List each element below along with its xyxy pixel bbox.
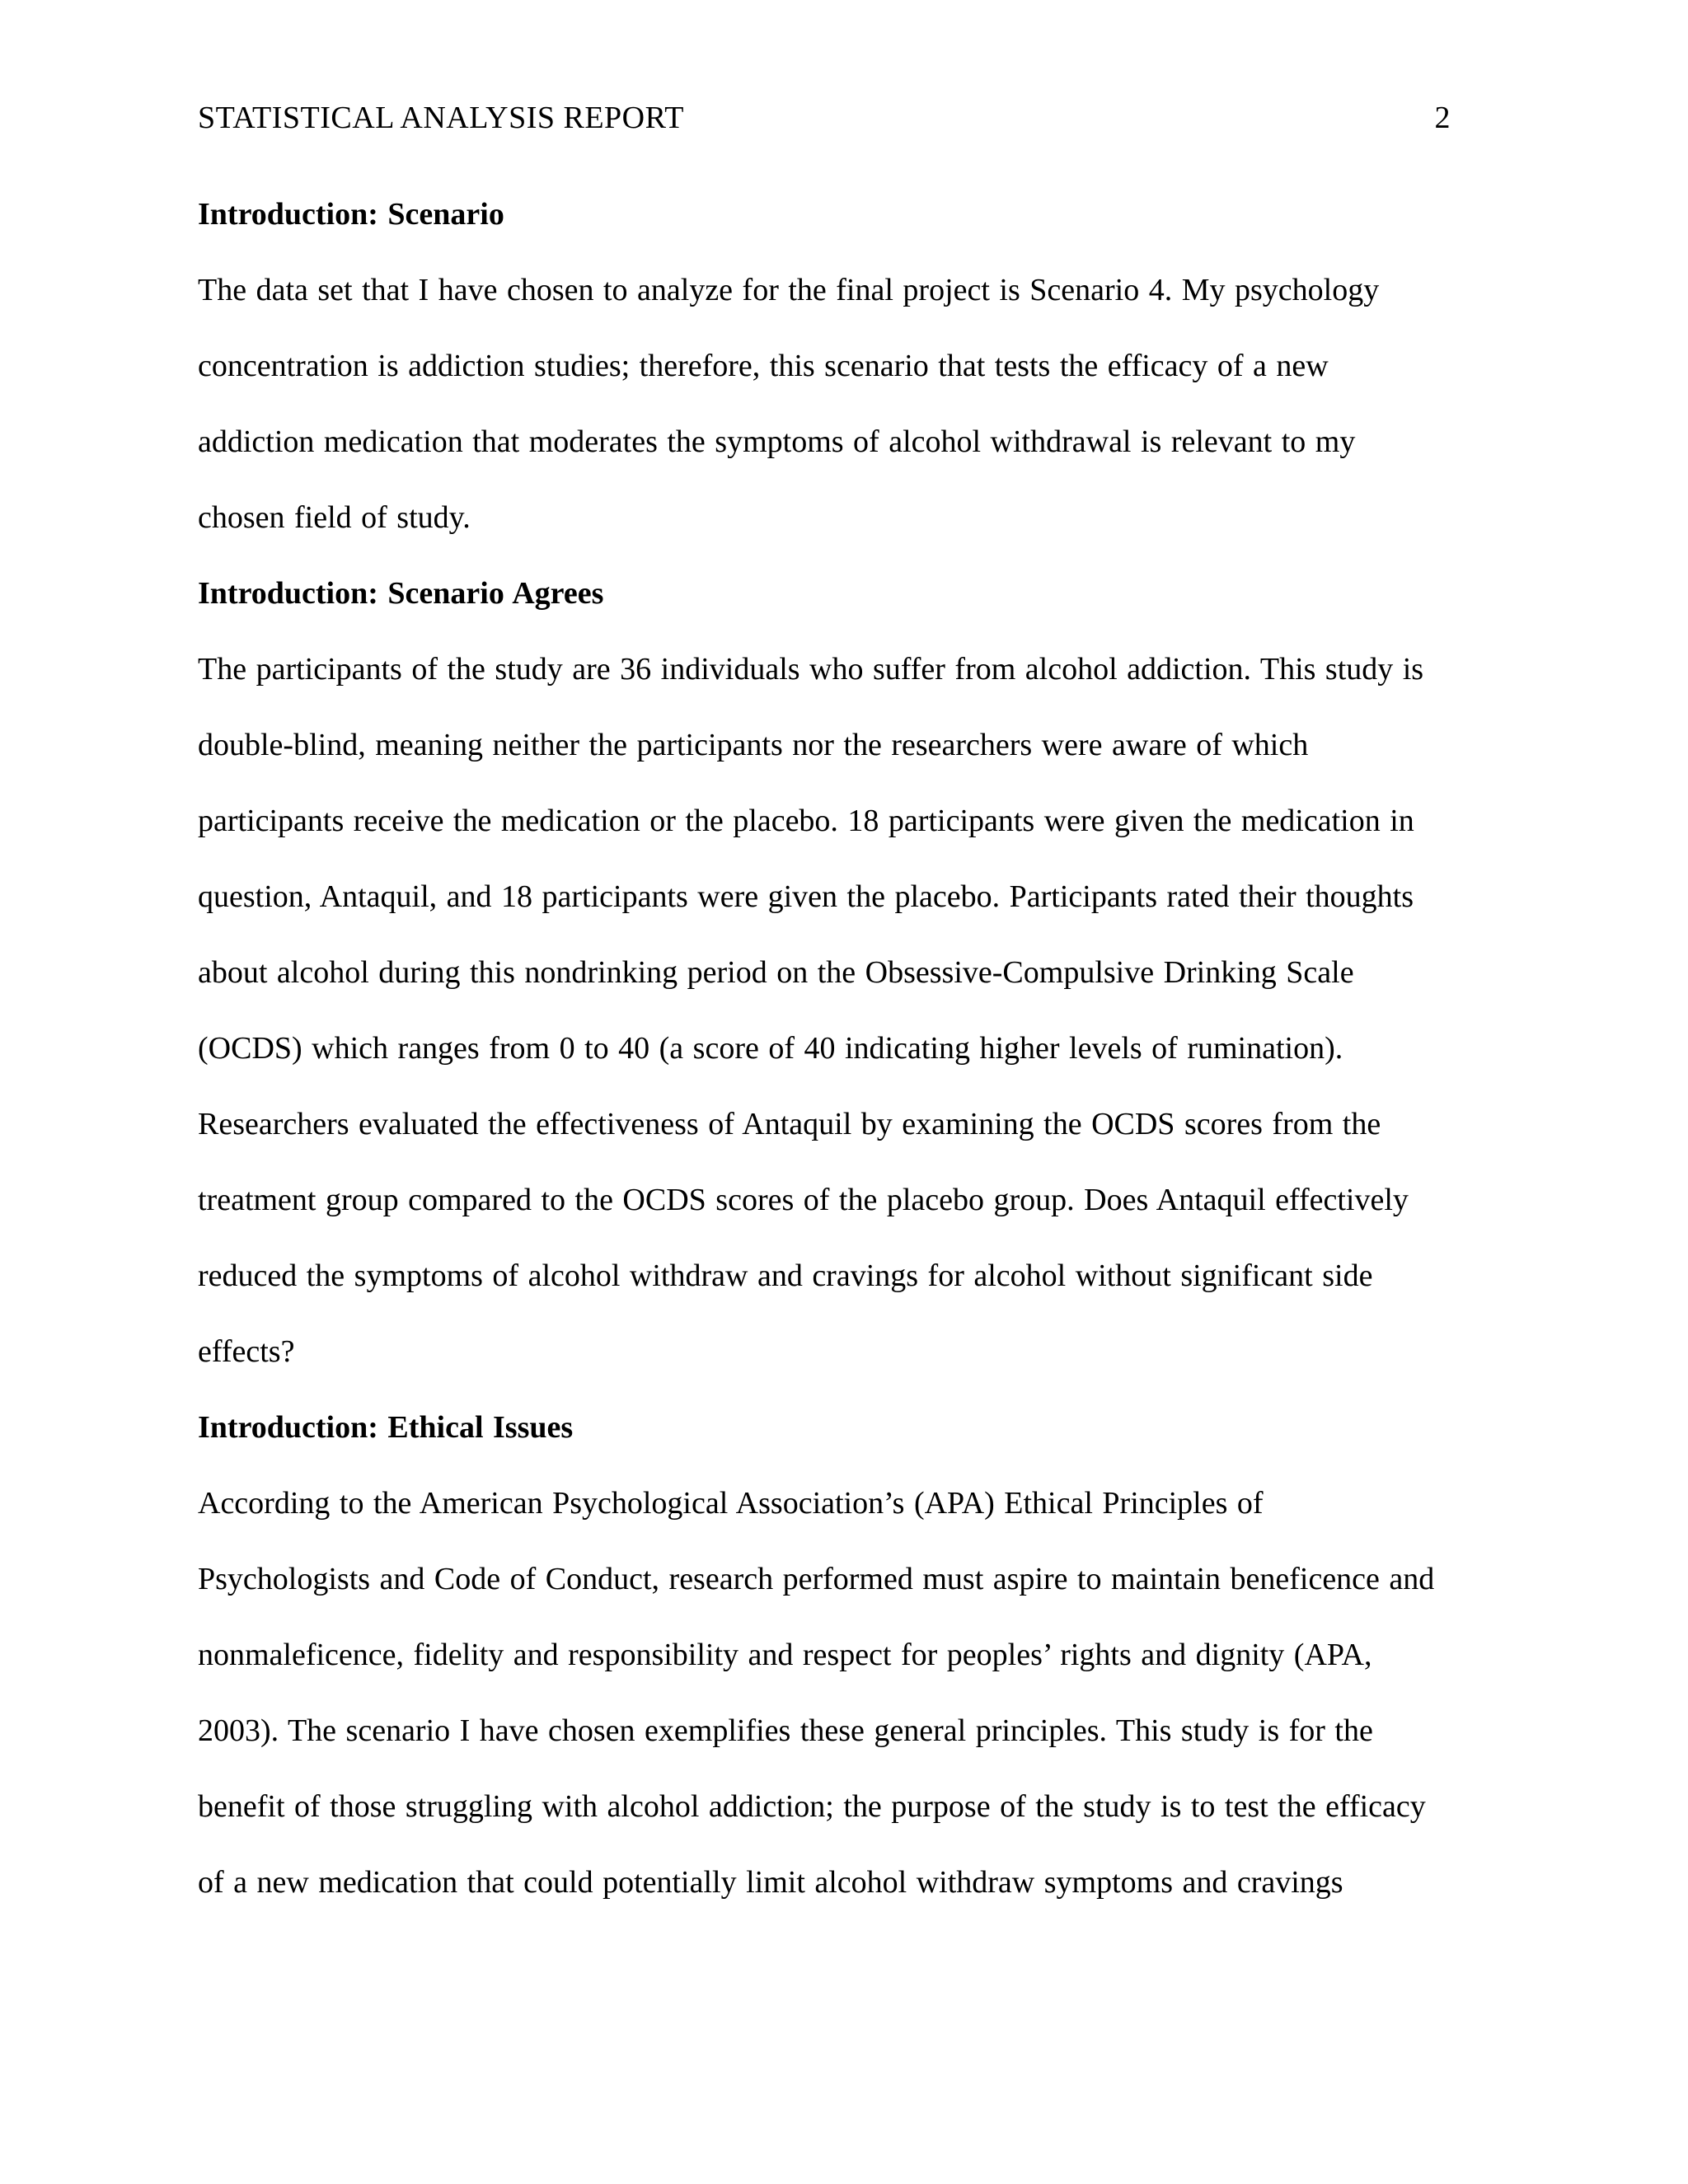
body-text-line: 2003). The scenario I have chosen exemplifies these general principles. This study is for the [198, 1713, 1373, 1748]
body-text-line: The participants of the study are 36 individuals who suffer from alcohol addiction. This study is [198, 652, 1424, 687]
body-text-line: effects? [198, 1334, 295, 1369]
body-text-line: benefit of those struggling with alcohol addiction; the purpose of the study is to test the efficacy [198, 1789, 1426, 1824]
body-text-line: Researchers evaluated the effectiveness of Antaquil by examining the OCDS scores from the [198, 1107, 1381, 1141]
body-text-line: of a new medication that could potentially limit alcohol withdraw symptoms and cravings [198, 1865, 1343, 1900]
body-text-line: reduced the symptoms of alcohol withdraw and cravings for alcohol without significant side [198, 1258, 1373, 1293]
running-head-title: STATISTICAL ANALYSIS REPORT [198, 101, 684, 135]
document-body [198, 188, 1484, 1932]
section-heading: Introduction: Ethical Issues [198, 1410, 574, 1445]
body-text-line: double-blind, meaning neither the participants nor the researchers were aware of which [198, 728, 1309, 762]
body-text-line: concentration is addiction studies; therefore, this scenario that tests the efficacy of a new [198, 349, 1329, 383]
running-head [198, 97, 1451, 138]
body-text-line: question, Antaquil, and 18 participants were given the placebo. Participants rated their thoughts [198, 879, 1414, 914]
body-text-line: chosen field of study. [198, 500, 471, 535]
body-text-line: Psychologists and Code of Conduct, research performed must aspire to maintain beneficence and [198, 1562, 1435, 1596]
body-text-line: The data set that I have chosen to analyze for the final project is Scenario 4. My psychology [198, 273, 1380, 307]
section-heading: Introduction: Scenario Agrees [198, 576, 604, 611]
body-text-line: According to the American Psychological Association’s (APA) Ethical Principles of [198, 1486, 1264, 1521]
body-text-line: treatment group compared to the OCDS scores of the placebo group. Does Antaquil effectively [198, 1183, 1409, 1217]
body-text-line: addiction medication that moderates the symptoms of alcohol withdrawal is relevant to my [198, 424, 1356, 459]
body-text-line: nonmaleficence, fidelity and responsibility and respect for peoples’ rights and dignity (APA, [198, 1638, 1372, 1672]
body-text-line: participants receive the medication or the placebo. 18 participants were given the medication in [198, 804, 1414, 838]
body-text-line: about alcohol during this nondrinking period on the Obsessive-Compulsive Drinking Scale [198, 955, 1354, 990]
body-text-line: (OCDS) which ranges from 0 to 40 (a score of 40 indicating higher levels of rumination). [198, 1031, 1343, 1066]
page-number: 2 [1434, 101, 1451, 135]
section-heading: Introduction: Scenario [198, 197, 504, 232]
